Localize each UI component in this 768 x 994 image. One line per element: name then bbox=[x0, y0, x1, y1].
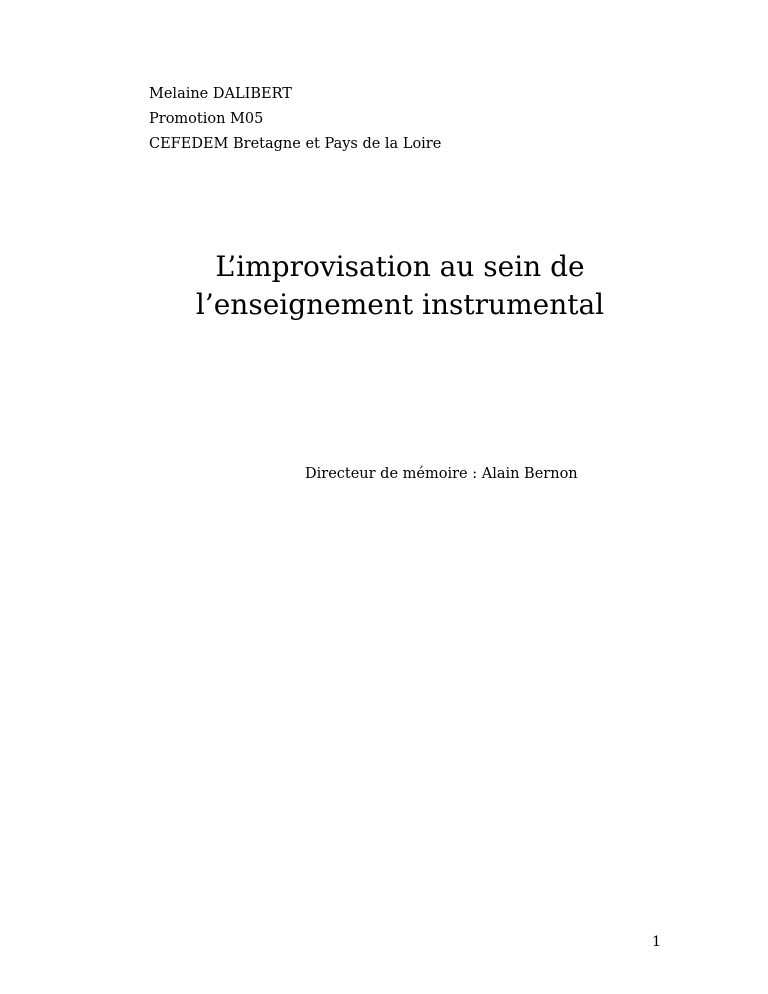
author-block bbox=[149, 82, 441, 157]
title-line-2: l’enseignement instrumental bbox=[195, 288, 605, 321]
author-name: Melaine DALIBERT bbox=[149, 86, 292, 102]
thesis-director: Directeur de mémoire : Alain Bernon bbox=[305, 466, 578, 482]
page-number: 1 bbox=[652, 934, 661, 950]
institution-line: CEFEDEM Bretagne et Pays de la Loire bbox=[149, 136, 442, 152]
promotion-line: Promotion M05 bbox=[149, 111, 264, 127]
document-title bbox=[0, 248, 768, 324]
title-line-1: L’improvisation au sein de bbox=[215, 250, 585, 283]
